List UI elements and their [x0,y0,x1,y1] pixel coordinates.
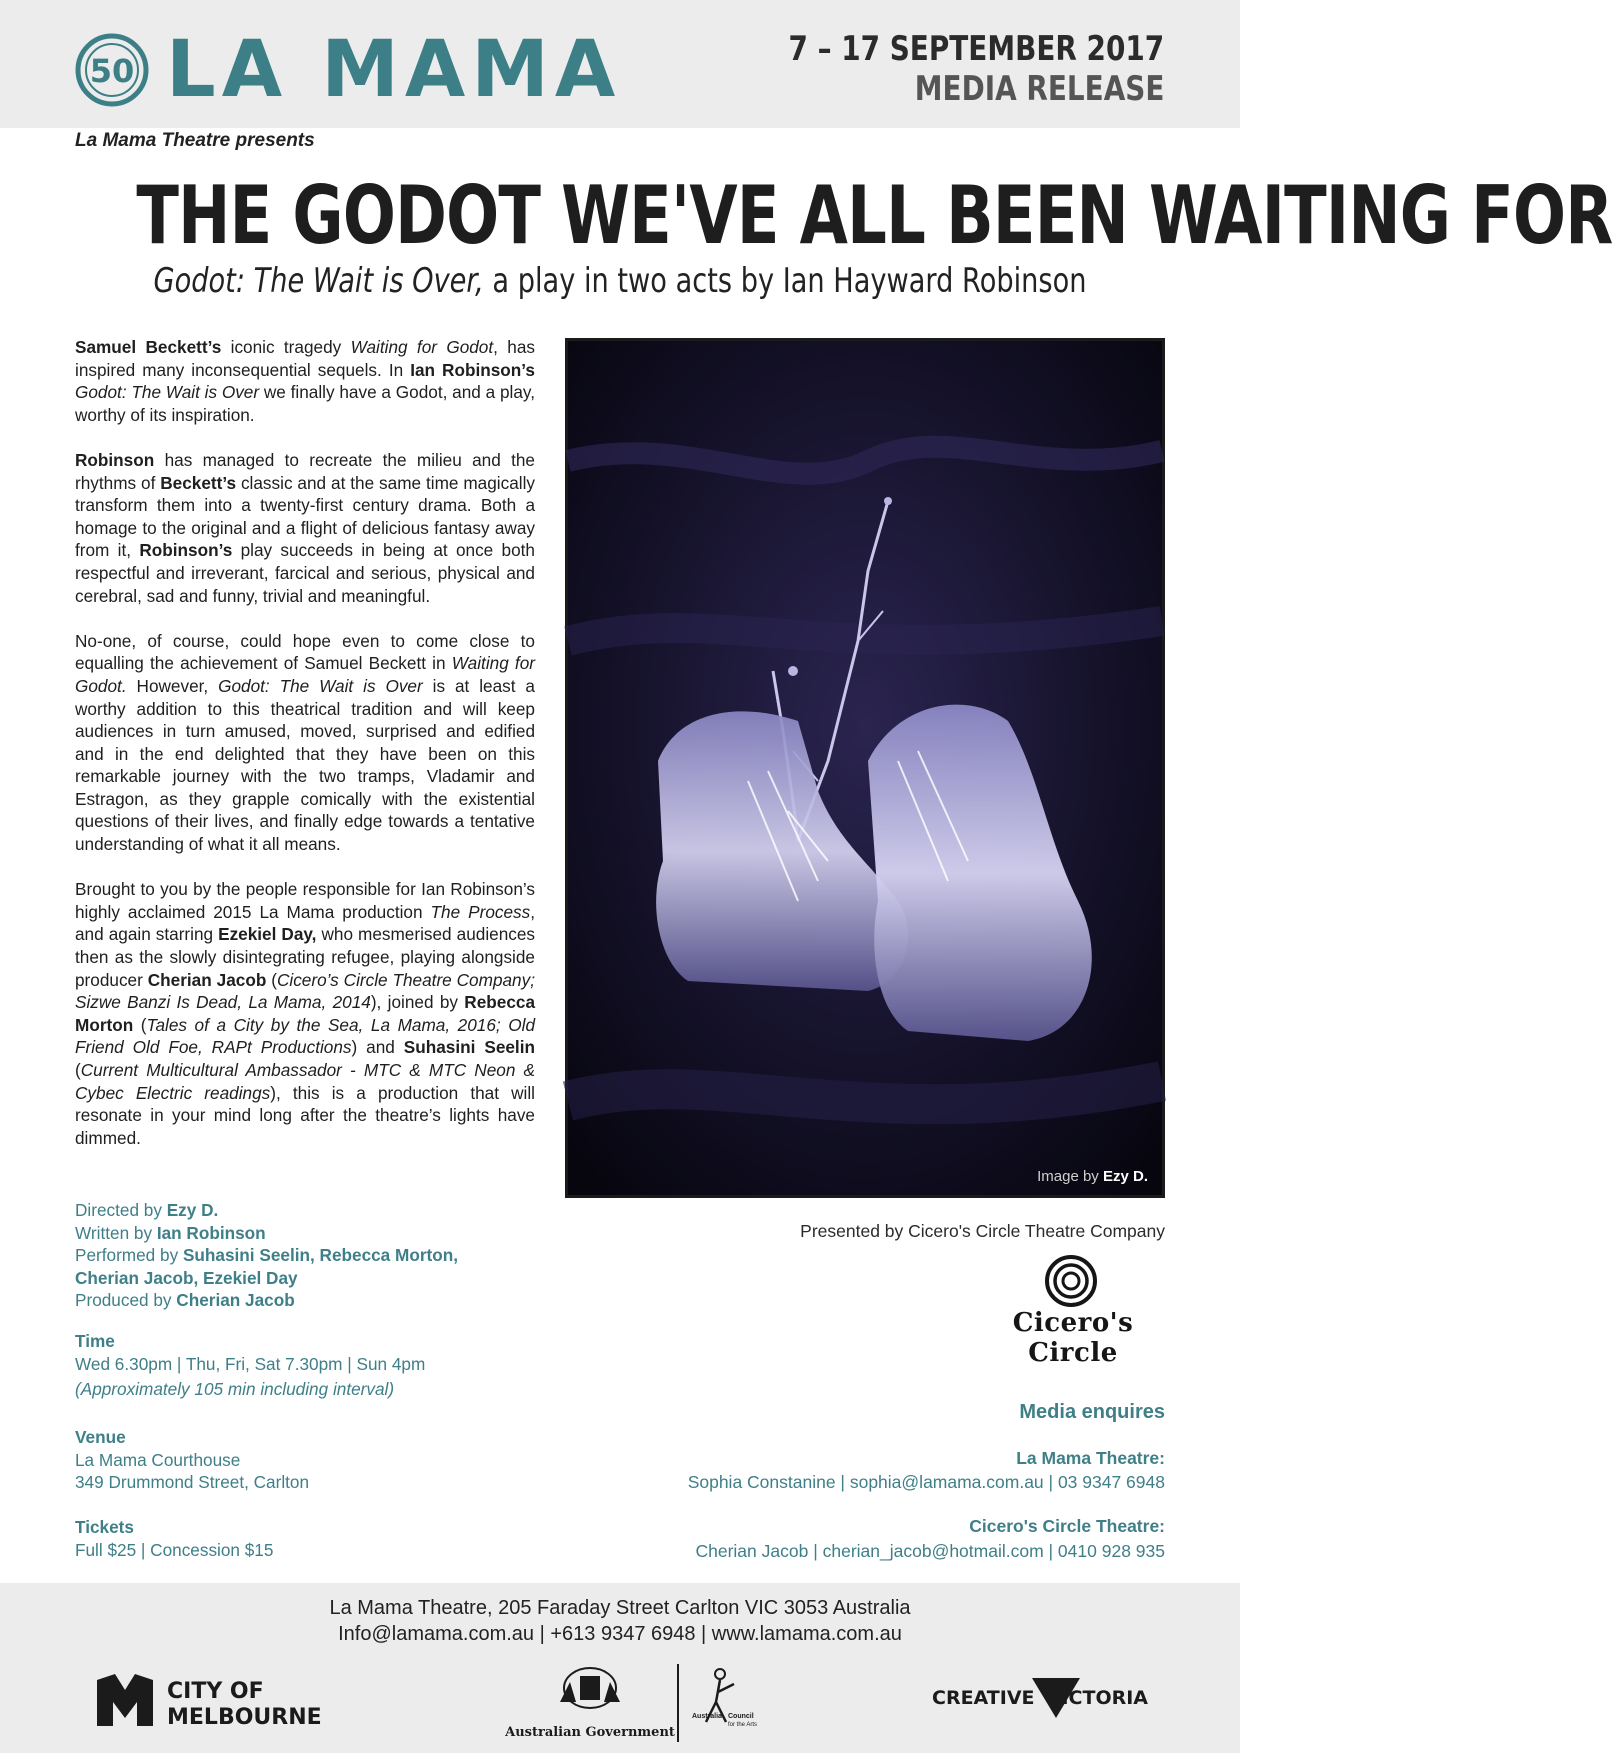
text-run: Cherian Jacob [147,969,267,990]
media-heading: Media enquires [1019,1401,1165,1423]
credit-value: Ian Robinson [156,1222,266,1243]
text-run: ( [266,969,277,990]
text-run: No-one, of course, could hope even to come close to equalling the achievement of Samuel Beckett in [75,630,535,674]
subtitle-play-name: Godot: The Wait is Over, [153,261,484,301]
tickets-heading: Tickets [75,1517,134,1537]
credit-director [75,1199,545,1222]
body-paragraph-2 [75,449,535,607]
photo-credit-label: Image by [1037,1168,1103,1185]
footer-street: La Mama Theatre, 205 Faraday Street Carlton VIC 3053 Australia [329,1597,911,1619]
credit-label: Directed by [75,1200,167,1220]
svg-text:50: 50 [89,52,135,90]
venue-name: La Mama Courthouse [75,1449,241,1470]
credit-writer [75,1222,545,1245]
text-run: Brought to you by the people responsible for Ian Robinson’s highly acclaimed 2015 La Mama production [75,879,535,922]
city-logo-line1: CITY OF [167,1679,264,1704]
la-mama-50-emblem-icon [74,32,150,108]
credit-value: Cherian Jacob [176,1290,295,1310]
logo-wordmark: LA MAMA [166,25,622,115]
credits-block [75,1199,545,1312]
time-heading: Time [75,1331,115,1351]
credit-value: Cherian Jacob, Ezekiel Day [75,1267,298,1288]
credit-performers [75,1244,545,1289]
text-run: Samuel Beckett’s [75,337,222,357]
city-of-melbourne-m-icon [97,1674,153,1726]
boots-photo [565,338,1165,1198]
credit-label: Produced by [75,1290,177,1310]
city-of-melbourne-logo[interactable] [95,1672,325,1732]
boots-illustration [568,341,1162,1195]
text-run: Current Multicultural Ambassador - MTC & MTC Neon & Cybec Electric readings [75,1060,535,1103]
concentric-circles-icon [1044,1254,1098,1308]
text-run: ( [133,1014,147,1035]
text-run: play succeeds in being at once both respectful and irreverant, farcical and serious, physical and cerebral, sad and funny, trivial and meaningful. [75,540,535,606]
gov-logo-text: Australian Government [505,1725,675,1740]
text-run: has managed to recreate the milieu and the rhythms of [75,449,535,493]
text-run: is at least a worthy addition to this theatrical tradition and will keep audiences in turn amused, moved, surprised and edified and in the end delighted that they have been on this remarkable journey with the two tramps, Vladamir and Estragon, as they grapple comically with the existential questions of their lives, and finally edge towards a tentative understanding of what it all means. [75,675,535,855]
text-run: we finally have a Godot, and a play, worthy of its inspiration. [75,382,535,425]
footer-contacts[interactable]: Info@lamama.com.au | +613 9347 6948 | www.lamama.com.au [338,1623,902,1645]
release-type: MEDIA RELEASE [914,69,1164,109]
text-run: Rebecca Morton [75,992,536,1035]
credit-value: Suhasini Seelin, Rebecca Morton, [182,1245,459,1265]
text-run: Waiting for Godot. [75,653,535,696]
presented-by: Presented by Cicero's Circle Theatre Company [800,1221,1165,1241]
text-run: However, [126,675,219,696]
tickets-block [75,1516,273,1561]
text-run: ), this is a production that will resonate in your mind long after the theatre’s lights have dimmed. [75,1082,536,1148]
credit-producer [75,1289,545,1312]
text-run: Ezekiel Day, [218,924,317,945]
media-org-la-mama: La Mama Theatre: [1016,1448,1165,1468]
text-run: iconic tragedy [221,337,351,357]
la-mama-logo[interactable] [74,25,622,115]
council-line3: for the Arts [728,1722,758,1728]
subtitle-description: a play in two acts by Ian Hayward Robinson [483,261,1087,301]
credit-value: Ezy D. [166,1200,219,1220]
presenter-line: La Mama Theatre presents [75,130,315,151]
venue-address: 349 Drummond Street, Carlton [75,1472,310,1492]
text-run: ( [75,1060,81,1080]
body-paragraph-4 [75,878,535,1149]
text-run: ), joined by [370,992,465,1013]
venue-block [75,1426,309,1494]
credit-label: Performed by [75,1245,183,1265]
text-run: Godot: The Wait is Over [218,675,423,696]
time-schedule: Wed 6.30pm | Thu, Fri, Sat 7.30pm | Sun 4pm [75,1353,426,1374]
text-run: Ian Robinson’s [410,359,535,380]
creative-victoria-logo[interactable] [930,1672,1150,1722]
text-run: , and again starring [75,901,535,945]
city-logo-line2: MELBOURNE [167,1705,322,1730]
text-run: Robinson [75,449,155,470]
credit-label: Written by [75,1222,157,1243]
text-run: Waiting for Godot [350,337,494,357]
council-line2: Council [728,1713,754,1720]
text-run: Robinson’s [139,540,233,561]
text-run: The Process [430,901,531,922]
body-paragraph-3 [75,630,535,856]
text-run: who mesmerised audiences then as the slowly disintegrating refugee, playing alongside producer [75,924,535,990]
ciceros-circle-logo[interactable] [978,1254,1168,1368]
cv-logo-right: VICTORIA [1046,1687,1148,1709]
venue-heading: Venue [75,1427,126,1447]
ciceros-circle-wordmark: Cicero's Circle [1012,1308,1134,1368]
page-subtitle [124,261,1116,301]
time-block [75,1330,425,1401]
coat-of-arms-icon [560,1668,620,1708]
australian-government-logo[interactable] [505,1662,780,1744]
cv-logo-left: CREATIVE [932,1687,1035,1709]
media-org-ciceros: Cicero's Circle Theatre: [969,1516,1165,1536]
council-line1: Australia [692,1713,722,1720]
text-run: ) and [351,1037,404,1058]
photo-credit-name: Ezy D. [1102,1168,1148,1185]
tickets-prices: Full $25 | Concession $15 [75,1539,274,1560]
text-run: , has inspired many inconsequential sequels. In [75,337,535,380]
text-run: Tales of a City by the Sea, La Mama, 2016; Old Friend Old Foe, RAPt Productions [75,1014,535,1058]
text-run: Godot: The Wait is Over [75,382,260,403]
text-run: classic and at the same time magically transform them into a twenty-first century drama. Both a homage to the original and a flight of delicious fantasy away from it, [75,472,535,561]
photo-credit [1037,1168,1148,1185]
time-note: (Approximately 105 min including interval) [75,1379,395,1399]
media-contact-ciceros[interactable]: Cherian Jacob | cherian_jacob@hotmail.com | 0410 928 935 [695,1541,1165,1561]
text-run: Suhasini Seelin [403,1037,535,1058]
text-run: Cicero’s Circle Theatre Company; Sizwe Banzi Is Dead, La Mama, 2014 [75,969,535,1013]
body-copy [75,336,535,1172]
body-paragraph-1 [75,336,535,426]
footer-address [0,1595,1240,1647]
media-contact-la-mama[interactable]: Sophia Constanine | sophia@lamama.com.au | 03 9347 6948 [687,1472,1165,1492]
text-run: Beckett’s [160,472,237,493]
event-dates: 7 – 17 SEPTEMBER 2017 [788,29,1164,69]
page-title: THE GODOT WE'VE ALL BEEN WAITING FOR [136,169,1613,262]
